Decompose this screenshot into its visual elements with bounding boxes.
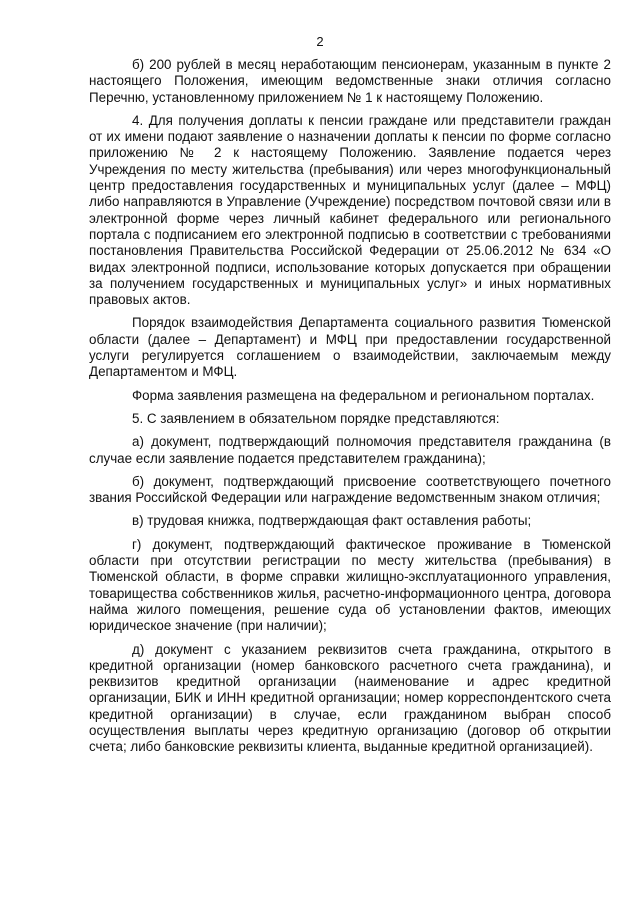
page-number: 2 <box>316 34 324 49</box>
paragraph-form-location: Форма заявления размещена на федеральном и региональном порталах. <box>132 387 595 403</box>
paragraph-5-required-documents: 5. С заявлением в обязательном порядке представляются: <box>132 410 500 426</box>
list-item-a: а) документ, подтверждающий полномочия представителя гражданина (в случае если заявление подается представителем гражданина); <box>89 434 611 466</box>
paragraph-4-application: 4. Для получения доплаты к пенсии граждане или представители граждан от их имени подают заявление о назначении доплаты к пенсии по форме согласно приложению № 2 к настоящему Положению. Заявление подается через Учреждения по месту жительства (пребывания) или через многофункциональный центр предоставления государственных и муниципальных услуг (далее – МФЦ) либо направляются в Управление (Учреждение) посредством почтовой связи или в электронной форме через личный кабинет федерального или регионального портала с подписанием его электронной подписью в соответствии с требованиями постановления Правительства Российской Федерации от 25.06.2012 № 634 «О видах электронной подписи, использование которых допускается при обращении за получением государственных и муниципальных услуг» и иных нормативных правовых актов. <box>89 112 611 308</box>
list-item-v: в) трудовая книжка, подтверждающая факт оставления работы; <box>132 513 532 529</box>
document-body <box>89 57 611 763</box>
paragraph-b-200-rubles: б) 200 рублей в месяц неработающим пенсионерам, указанным в пункте 2 настоящего Положения, имеющим ведомственные знаки отличия согласно Перечню, установленному приложением № 1 к настоящему Положению. <box>89 57 611 105</box>
list-item-d: д) документ с указанием реквизитов счета гражданина, открытого в кредитной организации (номер банковского расчетного счета гражданина), и реквизитов кредитной организации (наименование и адрес кредитной организации, БИК и ИНН кредитной организации; номер корреспондентского счета кредитной организации) в случае, если гражданином выбран способ осуществления выплаты через кредитную организацию (договор об открытии счета; либо банковские реквизиты клиента, выданные кредитной организацией). <box>89 641 611 755</box>
paragraph-interaction-order: Порядок взаимодействия Департамента социального развития Тюменской области (далее – Департамент) и МФЦ при предоставлении государственной услуги регулируется соглашением о взаимодействии, заключаемым между Департаментом и МФЦ. <box>89 315 611 380</box>
list-item-g: г) документ, подтверждающий фактическое проживание в Тюменской области при отсутствии регистрации по месту жительства (пребывания) в Тюменской области, в форме справки жилищно-эксплуатационного управления, товарищества собственников жилья, расчетно-информационного центра, договора найма жилого помещения, решение суда об установлении фактов, имеющих юридическое значение (при наличии); <box>89 536 611 634</box>
list-item-b: б) документ, подтверждающий присвоение соответствующего почетного звания Российской Федерации или награждение ведомственным знаком отличия; <box>89 473 611 506</box>
